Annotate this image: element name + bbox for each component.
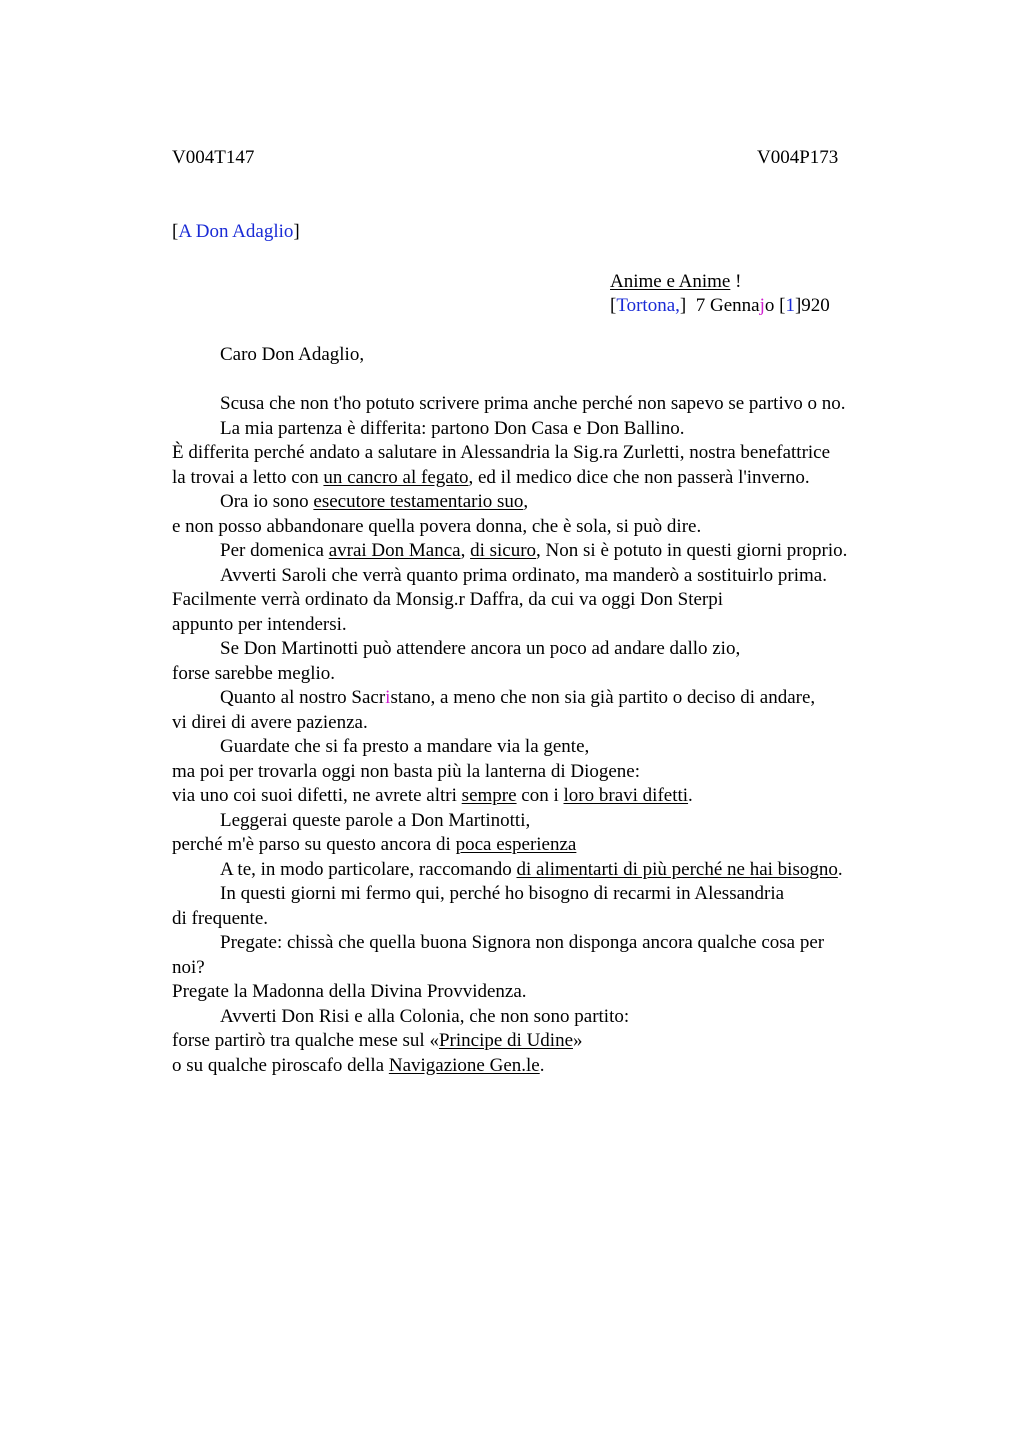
document-code-left: V004T147	[172, 147, 255, 168]
underlined-text: sempre	[461, 785, 517, 806]
line-text: noi?	[172, 956, 205, 978]
line-text: La mia partenza è differita: partono Don Casa e Don Ballino.	[220, 417, 685, 439]
line-text: È differita perché andato a salutare in Alessandria la Sig.ra Zurletti, nostra benefattrice	[172, 442, 831, 463]
letter-line	[172, 539, 932, 564]
letter-line	[172, 515, 932, 540]
line-text: perché m'è parso su questo ancora di	[172, 834, 456, 855]
letter-line	[172, 784, 932, 809]
letter-line	[172, 931, 932, 956]
letter-line	[172, 417, 932, 442]
line-text: , ed il medico dice che non passerà l'inverno.	[468, 466, 810, 488]
line-text: A te, in modo particolare, raccomando	[220, 858, 517, 880]
letter-line	[172, 613, 932, 638]
letter-line	[172, 882, 932, 907]
letter-line	[172, 711, 932, 736]
letter-line	[172, 686, 932, 711]
line-text: via uno coi suoi difetti, ne avrete altri	[172, 785, 462, 806]
underlined-text: Principe di Udine	[438, 1030, 573, 1051]
letter-line	[172, 1029, 932, 1054]
letter-line	[172, 907, 932, 932]
line-text: Per domenica	[220, 540, 329, 561]
line-text: ,	[460, 540, 471, 561]
line-text: ,	[523, 491, 529, 512]
line-text: Quanto al nostro Sacr	[220, 687, 386, 708]
line-text: Leggerai queste parole a Don Martinotti,	[220, 809, 531, 831]
letter-body	[172, 392, 932, 1078]
letter-line	[172, 588, 932, 613]
letter-line	[172, 858, 932, 883]
underlined-text: loro bravi difetti	[563, 785, 689, 806]
date-place: Tortona,	[616, 295, 680, 316]
letter-line	[172, 466, 932, 491]
letter-line	[172, 564, 932, 589]
emendation-mark: i	[385, 687, 391, 708]
date-year: ]920	[794, 295, 830, 316]
motto-line	[610, 270, 830, 294]
date-month-end: o	[764, 295, 780, 316]
letter-line	[172, 760, 932, 785]
underlined-text: un cancro al fegato	[323, 466, 469, 488]
letter-line	[172, 980, 932, 1005]
letter-line	[172, 735, 932, 760]
line-text: Avverti Saroli che verrà quanto prima ordinato, ma manderò a sostituirlo prima.	[220, 564, 827, 586]
line-text: di frequente.	[172, 907, 269, 929]
line-text: »	[573, 1030, 583, 1051]
motto-suffix: !	[730, 271, 742, 292]
date-block	[610, 270, 830, 318]
salutation: Caro Don Adaglio,	[220, 344, 365, 365]
line-text: Pregate: chissà che quella buona Signora non disponga ancora qualche cosa per	[220, 932, 825, 953]
line-text: Avverti Don Risi e alla Colonia, che non sono partito:	[220, 1005, 630, 1027]
line-text: , Non si è potuto in questi giorni proprio.	[536, 540, 848, 561]
line-text: In questi giorni mi fermo qui, perché ho bisogno di recarmi in Alessandria	[220, 883, 785, 904]
letter-line	[172, 441, 932, 466]
line-text: la trovai a letto con	[172, 466, 324, 488]
line-text: forse sarebbe meglio.	[172, 662, 336, 684]
date-emendation: j	[759, 295, 765, 316]
recipient-name: A Don Adaglio	[178, 221, 294, 242]
letter-line	[172, 809, 932, 834]
line-text: Ora io sono	[220, 491, 314, 512]
letter-line	[172, 662, 932, 687]
date-line	[610, 294, 830, 318]
letter-line	[172, 1005, 932, 1030]
line-text: Guardate che si fa presto a mandare via la gente,	[220, 736, 590, 757]
line-text: o su qualche piroscafo della	[172, 1054, 389, 1076]
line-text: Pregate la Madonna della Divina Provvidenza.	[172, 981, 527, 1002]
bracket: [	[779, 295, 786, 316]
underlined-text: Navigazione Gen.le	[388, 1054, 540, 1076]
letter-line	[172, 637, 932, 662]
motto-text: Anime e Anime	[610, 271, 731, 292]
document-code-right: V004P173	[757, 147, 839, 168]
line-text: e non posso abbandonare quella povera donna, che è sola, si può dire.	[172, 515, 702, 537]
line-text: ma poi per trovarla oggi non basta più la lanterna di Diogene:	[172, 760, 640, 782]
line-text: forse partirò tra qualche mese sul «	[172, 1030, 439, 1051]
letter-line	[172, 833, 932, 858]
line-text: con i	[516, 785, 564, 806]
bracket: [	[610, 295, 617, 316]
recipient-heading	[172, 220, 300, 244]
underlined-text: poca esperienza	[455, 834, 577, 855]
bracket: [	[172, 221, 179, 242]
line-text: .	[539, 1054, 545, 1076]
line-text: vi direi di avere pazienza.	[172, 711, 368, 733]
line-text: stano, a meno che non sia già partito o deciso di andare,	[390, 687, 816, 708]
letter-line	[172, 956, 932, 981]
letter-line	[172, 392, 932, 417]
line-text: .	[688, 785, 693, 806]
line-text: Se Don Martinotti può attendere ancora un poco ad andare dallo zio,	[220, 638, 741, 659]
underlined-text: avrai Don Manca	[328, 540, 461, 561]
letter-line	[172, 490, 932, 515]
underlined-text: esecutore testamentario suo	[313, 491, 524, 512]
line-text: Scusa che non t'ho potuto scrivere prima anche perché non sapevo se partivo o no.	[220, 393, 846, 414]
bracket: ]	[293, 221, 300, 242]
underlined-text: di alimentarti di più perché ne hai bisogno	[516, 858, 838, 880]
date-day-month: 7 Genna	[686, 295, 760, 316]
letter-line	[172, 1054, 932, 1079]
bracket: ]	[679, 295, 687, 316]
line-text: Facilmente verrà ordinato da Monsig.r Daffra, da cui va oggi Don Sterpi	[172, 589, 724, 610]
line-text: appunto per intendersi.	[172, 613, 347, 635]
line-text: .	[837, 858, 843, 880]
date-year-digit: 1	[785, 295, 795, 316]
underlined-text: di sicuro	[470, 540, 537, 561]
